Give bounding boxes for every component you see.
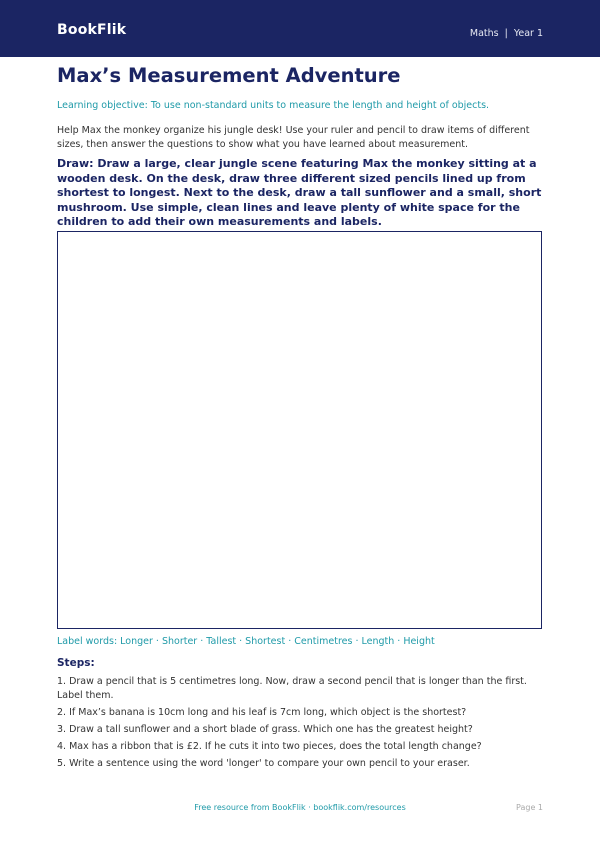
drawing-area[interactable] xyxy=(57,231,542,629)
header-bar xyxy=(0,0,600,57)
step-item: 5. Write a sentence using the word 'longer' to compare your own pencil to your eraser. xyxy=(57,757,470,769)
meta-separator: | xyxy=(504,28,508,39)
step-item: 1. Draw a pencil that is 5 centimetres long. Now, draw a second pencil that is longer than the first. Label them. xyxy=(57,676,527,701)
brand-logo: BookFlik xyxy=(57,22,127,38)
step-item: 3. Draw a tall sunflower and a short blade of grass. Which one has the greatest height? xyxy=(57,723,473,735)
learning-objective: Learning objective: To use non-standard units to measure the length and height of objects. xyxy=(57,100,490,111)
intro-text: Help Max the monkey organize his jungle desk! Use your ruler and pencil to draw items of different sizes, then answer the questions to show what you have learned about measurement. xyxy=(57,125,530,150)
subject-year-meta xyxy=(470,28,543,39)
steps-heading: Steps: xyxy=(57,657,95,669)
page-title: Max’s Measurement Adventure xyxy=(57,64,401,87)
label-words: Label words: Longer · Shorter · Tallest · Shortest · Centimetres · Length · Height xyxy=(57,636,435,647)
year-label: Year 1 xyxy=(513,28,543,39)
draw-prompt: Draw: Draw a large, clear jungle scene featuring Max the monkey sitting at a wooden desk. On the desk, draw three different sized pencils lined up from shortest to longest. Next to the desk, draw a tall sunflower and a small, short mushroom. Use simple, clean lines and leave plenty of white space for the children to add their own measurements and labels. xyxy=(57,157,542,228)
subject-label: Maths xyxy=(469,28,499,39)
footer-credit: Free resource from BookFlik · bookflik.com/resources xyxy=(194,803,406,812)
step-item: 2. If Max’s banana is 10cm long and his leaf is 7cm long, which object is the shortest? xyxy=(57,706,467,718)
steps-list xyxy=(57,675,543,774)
step-item: 4. Max has a ribbon that is £2. If he cuts it into two pieces, does the total length change? xyxy=(57,740,482,752)
page-number: Page 1 xyxy=(516,803,543,812)
